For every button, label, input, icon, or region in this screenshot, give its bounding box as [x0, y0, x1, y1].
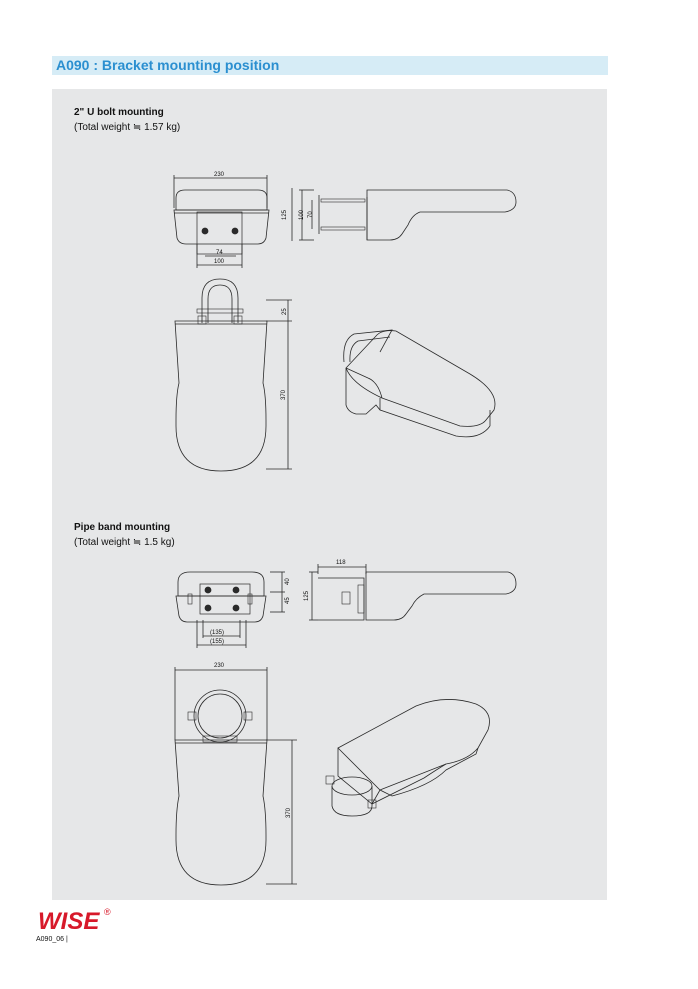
section-weight-ubolt: (Total weight ≒ 1.57 kg)	[74, 122, 181, 133]
logo-text: WISE	[38, 908, 100, 935]
section-title-pipe-band: Pipe band mounting	[74, 522, 171, 533]
ubolt-front-view	[175, 279, 292, 471]
dim-pipe-side-b: 45	[285, 597, 291, 604]
page-code: A090_06 |	[36, 936, 68, 943]
ubolt-side-view	[292, 188, 516, 241]
dim-ubolt-inner-a: 74	[216, 250, 223, 256]
dim-pipe-side-w: 118	[336, 560, 346, 566]
pipe-front-view	[175, 667, 297, 885]
dim-pipe-front-width: 230	[214, 663, 225, 669]
registered-mark: ®	[104, 907, 111, 917]
dim-ubolt-inner-b: 100	[214, 259, 225, 265]
pipe-3d-view	[326, 699, 490, 816]
pipe-side-view	[309, 564, 516, 620]
ubolt-3d-view	[344, 330, 495, 437]
dim-ubolt-side-h3: 70	[308, 211, 314, 218]
page-code-text: A090_06	[36, 936, 65, 943]
dim-ubolt-front-top: 25	[282, 308, 288, 315]
dim-pipe-front-len: 370	[286, 807, 292, 818]
dim-ubolt-side-h2: 100	[299, 209, 305, 220]
dim-ubolt-side-h1: 125	[282, 209, 288, 220]
pipe-top-view	[176, 572, 285, 648]
section-title-ubolt: 2" U bolt mounting	[74, 107, 164, 118]
dim-pipe-side-h: 125	[304, 590, 310, 601]
section-weight-pipe-band: (Total weight ≒ 1.5 kg)	[74, 537, 175, 548]
page-title: A090 : Bracket mounting position	[56, 57, 280, 73]
wise-logo	[38, 905, 128, 937]
dim-pipe-inner-a: (135)	[210, 630, 225, 636]
dim-pipe-inner-b: (155)	[210, 639, 225, 645]
dim-ubolt-front-len: 370	[281, 389, 287, 400]
dim-ubolt-top-width: 230	[214, 172, 225, 178]
dim-pipe-side-a: 40	[285, 578, 291, 585]
